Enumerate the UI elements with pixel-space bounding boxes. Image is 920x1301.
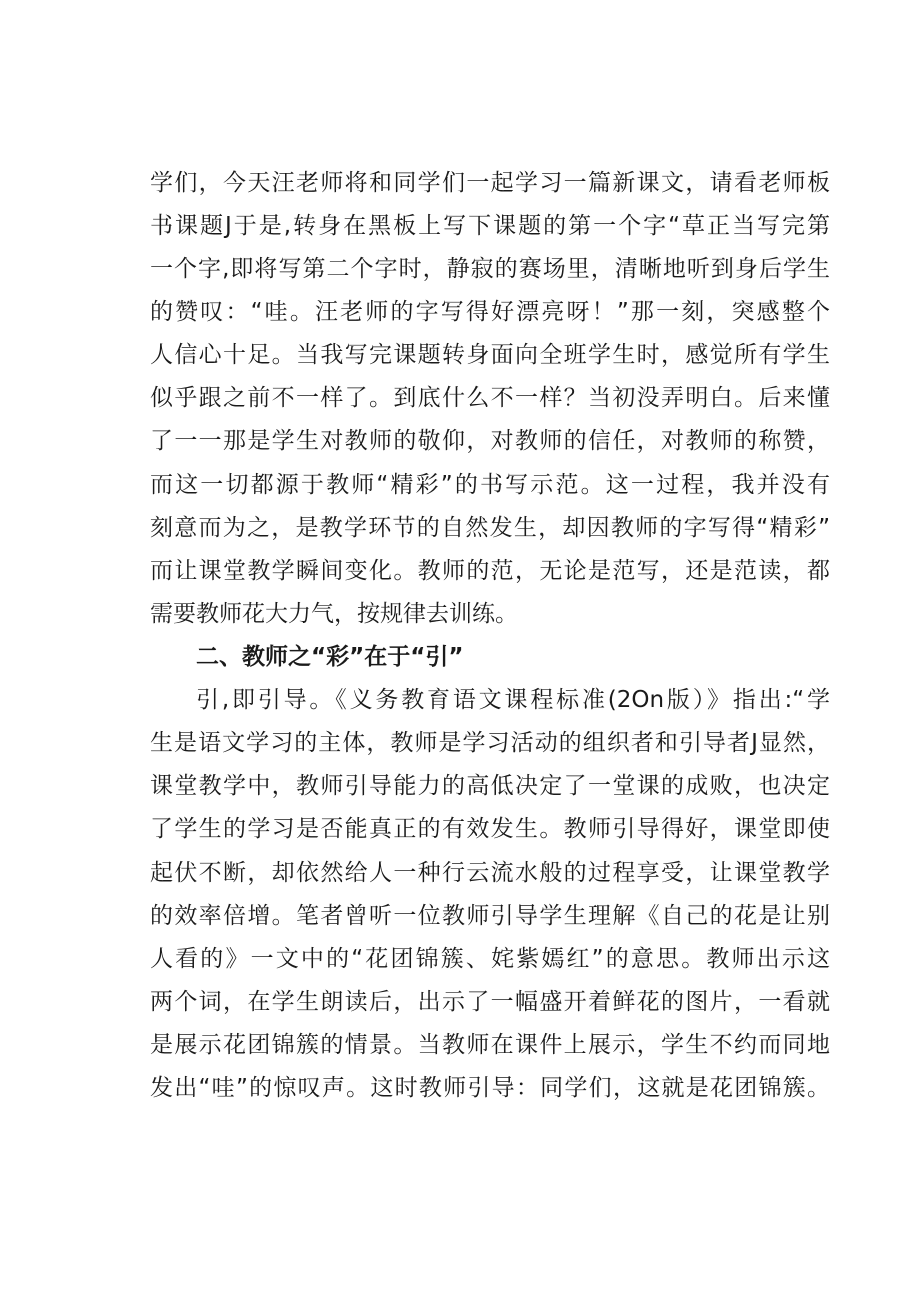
paragraph-line: 起伏不断，却依然给人一种行云流水般的过程享受，让课堂教学 — [150, 860, 830, 886]
paragraph-line: 引,即引导。《义务教育语文课程标准(2On版）》指出:“学 — [196, 687, 830, 713]
paragraph-line: 人看的》一文中的“花团锦簇、姹紫嫣红”的意思。教师出示这 — [150, 946, 830, 972]
paragraph-line: 课堂教学中，教师引导能力的高低决定了一堂课的成败，也决定 — [150, 773, 830, 799]
paragraph-line: 人信心十足。当我写完课题转身面向全班学生时，感觉所有学生 — [150, 342, 830, 368]
paragraph-line: 而这一切都源于教师“精彩”的书写示范。这一过程，我并没有 — [150, 472, 830, 498]
paragraph-line: 学们，今天汪老师将和同学们一起学习一篇新课文，请看老师板 — [150, 170, 830, 196]
paragraph-line: 似乎跟之前不一样了。到底什么不一样？当初没弄明白。后来懂 — [150, 385, 830, 411]
paragraph-line: 需要教师花大力气，按规律去训练。 — [150, 601, 518, 627]
paragraph-line: 生是语文学习的主体，教师是学习活动的组织者和引导者J显然， — [150, 730, 830, 756]
paragraph-line: 书课题J于是,转身在黑板上写下课题的第一个字“草正当写完第 — [150, 213, 830, 239]
paragraph-line: 的效率倍增。笔者曾听一位教师引导学生理解《自己的花是让别 — [150, 903, 830, 929]
paragraph-line: 是展示花团锦簇的情景。当教师在课件上展示，学生不约而同地 — [150, 1032, 830, 1058]
paragraph-line: 一个字,即将写第二个字时，静寂的赛场里，清晰地听到身后学生 — [150, 256, 830, 282]
paragraph-line: 发出“哇”的惊叹声。这时教师引导：同学们，这就是花团锦簇。 — [150, 1075, 830, 1101]
paragraph-line: 两个词，在学生朗读后，出示了一幅盛开着鲜花的图片，一看就 — [150, 989, 830, 1015]
paragraph-line: 了学生的学习是否能真正的有效发生。教师引导得好，课堂即使 — [150, 816, 830, 842]
paragraph-line: 了一一那是学生对教师的敬仰，对教师的信任，对教师的称赞， — [150, 428, 830, 454]
paragraph-line: 而让课堂教学瞬间变化。教师的范，无论是范写，还是范读，都 — [150, 558, 830, 584]
paragraph-line: 刻意而为之，是教学环节的自然发生，却因教师的字写得“精彩” — [150, 515, 830, 541]
paragraph-line: 的赞叹：“哇。汪老师的字写得好漂亮呀！”那一刻，突感整个 — [150, 299, 830, 325]
section-heading: 二、教师之“彩”在于“引” — [196, 644, 464, 670]
